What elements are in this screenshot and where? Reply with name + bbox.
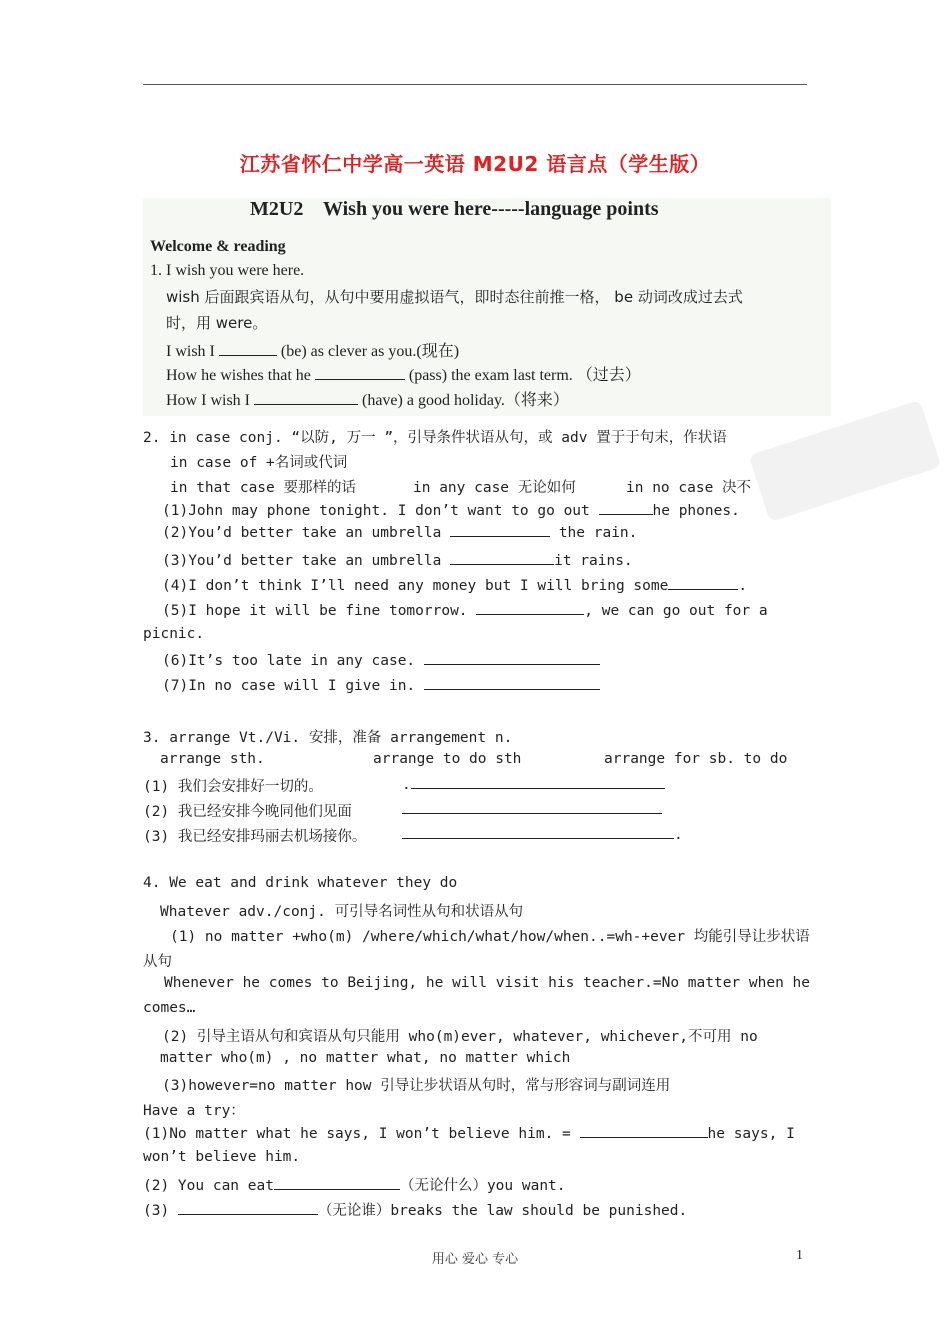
section-title: Welcome & reading [150, 238, 286, 255]
s2-q4-blank[interactable] [668, 576, 738, 590]
s4-line1: 4. We eat and drink whatever they do [143, 875, 458, 891]
blank-1[interactable] [219, 342, 277, 356]
s4-line7: (2) 引导主语从句和宾语从句只能用 who(m)ever, whatever, whichever,不可用 no [162, 1029, 758, 1045]
page-footer: 用心 爱心 专心 [431, 1252, 519, 1267]
s2-q5-text2: , we can go out for a [584, 603, 768, 619]
s2-q7 [162, 676, 600, 694]
s2-q4-text2: . [738, 578, 748, 594]
blank-2[interactable] [315, 366, 405, 380]
s2-q3-text2: it rains. [554, 553, 633, 569]
header-rule [143, 84, 807, 85]
wish-exercise-1 [166, 338, 459, 361]
s4-try3-text2: （无论谁）breaks the law should be punished. [317, 1203, 688, 1219]
s3-q3-blank[interactable] [402, 825, 674, 839]
s3-q1-blank[interactable] [411, 775, 665, 789]
s3-q3-dot: . [674, 827, 683, 843]
s4-try2-text2: （无论什么）you want. [399, 1178, 566, 1194]
watermark-logo [749, 400, 942, 522]
s4-try1-cont: won’t believe him. [143, 1149, 301, 1165]
s4-try3-text: (3) [143, 1203, 170, 1219]
s2-q6-text: (6)It’s too late in any case. [162, 653, 416, 669]
s2-q5-blank[interactable] [476, 601, 584, 615]
wish-exercise-1-text2: (be) as clever as you.(现在) [280, 343, 460, 360]
s3-q3: (3) 我已经安排玛丽去机场接你。 [143, 829, 367, 845]
s2-q2-blank[interactable] [450, 523, 550, 537]
s3-line2a: arrange sth. [160, 751, 265, 767]
s4-try1-text2: he says, I [707, 1126, 795, 1142]
s3-q3-answer [402, 825, 683, 843]
s3-line2b: arrange to do sth [373, 751, 522, 767]
wish-exercise-3-text: How I wish I [166, 392, 250, 409]
page-number: 1 [796, 1248, 803, 1263]
s2-line1: 2. in case conj. “以防, 万一 ”，引导条件状语从句，或 adv 置于于句末，作状语 [143, 430, 727, 446]
s2-q5-text: (5)I hope it will be fine tomorrow. [162, 603, 468, 619]
wish-exercise-1-text: I wish I [166, 343, 215, 360]
wish-exercise-3 [166, 387, 569, 410]
s2-q3-text: (3)You’d better take an umbrella [162, 553, 442, 569]
s2-q6 [162, 651, 600, 669]
wish-exercise-3-text2: (have) a good holiday.（将来） [362, 392, 569, 409]
s2-q1-text: (1)John may phone tonight. I don’t want to go out [162, 503, 590, 519]
s4-line2: Whatever adv./conj. 可引导名词性从句和状语从句 [160, 904, 524, 920]
s3-line2c: arrange for sb. to do [604, 751, 788, 767]
s2-line2: in case of +名词或代词 [170, 455, 348, 471]
item-1: 1. I wish you were here. [150, 262, 305, 279]
s4-line10: Have a try： [143, 1103, 245, 1119]
s4-line6: comes… [143, 1000, 196, 1016]
wish-exercise-2-text: How he wishes that he [166, 367, 311, 384]
s3-q1: (1) 我们会安排好一切的。 [143, 779, 323, 795]
s4-try3-blank[interactable] [178, 1201, 318, 1215]
s2-q1-blank[interactable] [599, 501, 653, 515]
s3-q2-answer [402, 800, 662, 818]
s4-line5: Whenever he comes to Beijing, he will visit his teacher.=No matter when he [164, 975, 811, 991]
s2-q2 [162, 523, 637, 541]
s3-line1: 3. arrange Vt./Vi. 安排，准备 arrangement n. [143, 730, 513, 746]
s2-q7-text: (7)In no case will I give in. [162, 678, 416, 694]
s4-try1-blank[interactable] [580, 1124, 708, 1138]
s2-q2-text2: the rain. [558, 525, 638, 541]
page-title: 江苏省怀仁中学高一英语 M2U2 语言点（学生版） [239, 152, 711, 176]
s2-q5-cont: picnic. [143, 626, 205, 642]
s4-try2-text: (2) You can eat [143, 1178, 274, 1194]
s4-try1 [143, 1124, 795, 1142]
s2-q5 [162, 601, 768, 619]
s4-try2 [143, 1174, 566, 1195]
s4-try1-text: (1)No matter what he says, I won’t believe him. = [143, 1126, 571, 1142]
s4-line4: 从句 [143, 954, 172, 970]
s2-q1 [162, 501, 740, 519]
wish-note-line1: wish 后面跟宾语从句，从句中要用虚拟语气，即时态往前推一格， be 动词改成过去式 [166, 288, 743, 306]
blank-3[interactable] [254, 391, 358, 405]
s2-line3b: in any case 无论如何 [413, 480, 576, 496]
s3-q2: (2) 我已经安排今晚同他们见面 [143, 804, 352, 820]
wish-note-line2: 时，用 were。 [166, 314, 268, 332]
s2-q2-text: (2)You’d better take an umbrella [162, 525, 442, 541]
s2-q4 [162, 576, 747, 594]
s3-q1-answer [402, 775, 665, 793]
wish-exercise-2 [166, 362, 641, 385]
s2-line3c: in no case 决不 [626, 480, 752, 496]
s4-line8: matter who(m) , no matter what, no matter which [160, 1050, 571, 1066]
wish-exercise-2-text2: (pass) the exam last term. （过去） [408, 367, 641, 384]
s2-q3 [162, 551, 633, 569]
s4-line3: (1) no matter +who(m) /where/which/what/how/when..=wh-+ever 均能引导让步状语 [170, 929, 810, 945]
s2-line3a: in that case 要那样的话 [170, 480, 356, 496]
s4-try2-blank[interactable] [274, 1176, 400, 1190]
s4-line9: (3)however=no matter how 引导让步状语从句时，常与形容词与副词连用 [162, 1078, 671, 1094]
s2-q7-blank[interactable] [424, 676, 600, 690]
panel-heading: M2U2 Wish you were here-----language points [250, 198, 659, 220]
s2-q3-blank[interactable] [450, 551, 554, 565]
s2-q6-blank[interactable] [424, 651, 600, 665]
s2-q4-text: (4)I don’t think I’ll need any money but I will bring some [162, 578, 669, 594]
s4-try3 [143, 1199, 687, 1220]
s2-q1-text2: he phones. [652, 503, 740, 519]
s3-q1-dot: . [402, 777, 411, 793]
s3-q2-blank[interactable] [402, 800, 662, 814]
